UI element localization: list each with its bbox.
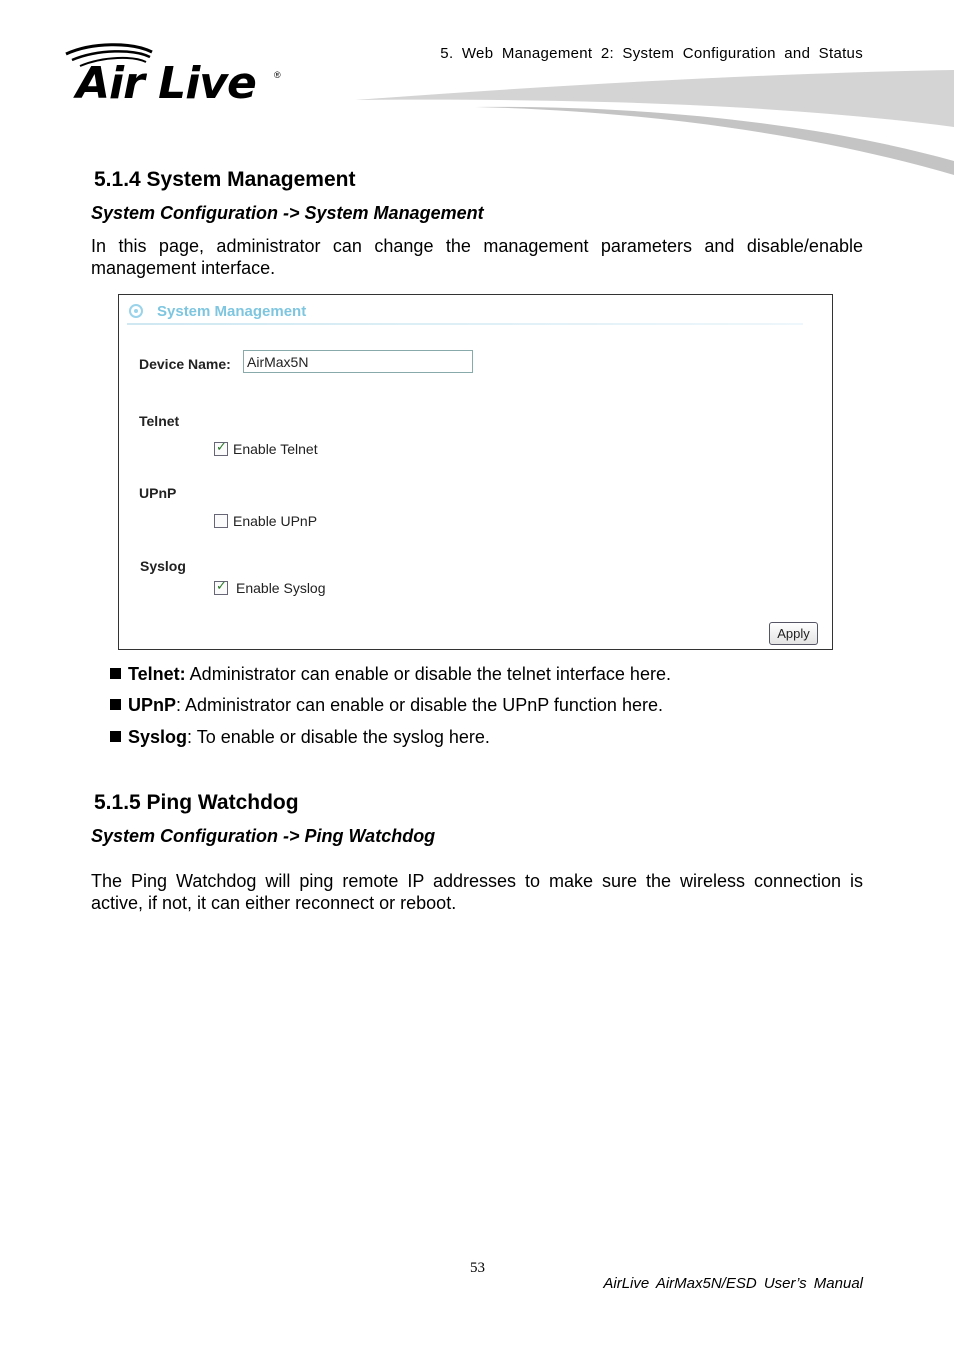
square-bullet-icon <box>110 731 121 742</box>
enable-upnp-checkbox[interactable] <box>214 514 228 528</box>
chapter-title: 5. Web Management 2: System Configuration and Status <box>440 45 863 62</box>
page-number: 53 <box>470 1260 485 1276</box>
bullet-telnet <box>110 664 671 685</box>
enable-telnet-label: Enable Telnet <box>233 441 318 457</box>
bullet-upnp <box>110 695 663 716</box>
bullet-term: Syslog <box>128 727 188 747</box>
panel-title: System Management <box>157 303 307 320</box>
apply-button[interactable]: Apply <box>769 622 818 645</box>
section2-subheading: System Configuration -> Ping Watchdog <box>91 826 436 846</box>
section-subheading: System Configuration -> System Management <box>91 203 484 223</box>
bullet-syslog <box>110 727 490 748</box>
header-swoosh-decoration <box>355 65 954 180</box>
device-name-label: Device Name: <box>139 356 231 372</box>
device-name-input[interactable] <box>243 350 473 373</box>
enable-telnet-checkbox[interactable] <box>214 442 228 456</box>
square-bullet-icon <box>110 668 121 679</box>
bullet-text: : Administrator can enable or disable the UPnP function here. <box>176 695 663 715</box>
radio-target-icon <box>129 304 143 318</box>
square-bullet-icon <box>110 699 121 710</box>
registered-mark-icon: ® <box>274 70 281 80</box>
system-management-panel <box>118 294 833 650</box>
section2-intro: The Ping Watchdog will ping remote IP addresses to make sure the wireless connection is active, if not, it can either reconnect or reboot. <box>91 871 863 913</box>
bullet-text: : To enable or disable the syslog here. <box>187 727 490 747</box>
telnet-label: Telnet <box>139 413 180 429</box>
panel-divider <box>127 323 803 325</box>
upnp-label: UPnP <box>139 485 177 501</box>
enable-upnp-label: Enable UPnP <box>233 513 318 529</box>
section-heading-ping-watchdog: 5.1.5 Ping Watchdog <box>94 791 299 814</box>
section-intro: In this page, administrator can change the management parameters and disable/enable management interface. <box>91 236 863 278</box>
manual-title: AirLive AirMax5N/ESD User’s Manual <box>603 1275 863 1292</box>
syslog-label: Syslog <box>140 558 186 574</box>
enable-syslog-checkbox[interactable] <box>214 581 228 595</box>
enable-syslog-label: Enable Syslog <box>236 580 326 596</box>
bullet-term: Telnet: <box>128 664 186 684</box>
airlive-logo <box>62 40 292 110</box>
logo-wordmark: Air Live <box>76 58 256 109</box>
bullet-text: Administrator can enable or disable the telnet interface here. <box>185 664 671 684</box>
section-heading-system-management: 5.1.4 System Management <box>94 168 356 191</box>
bullet-term: UPnP <box>128 695 177 715</box>
